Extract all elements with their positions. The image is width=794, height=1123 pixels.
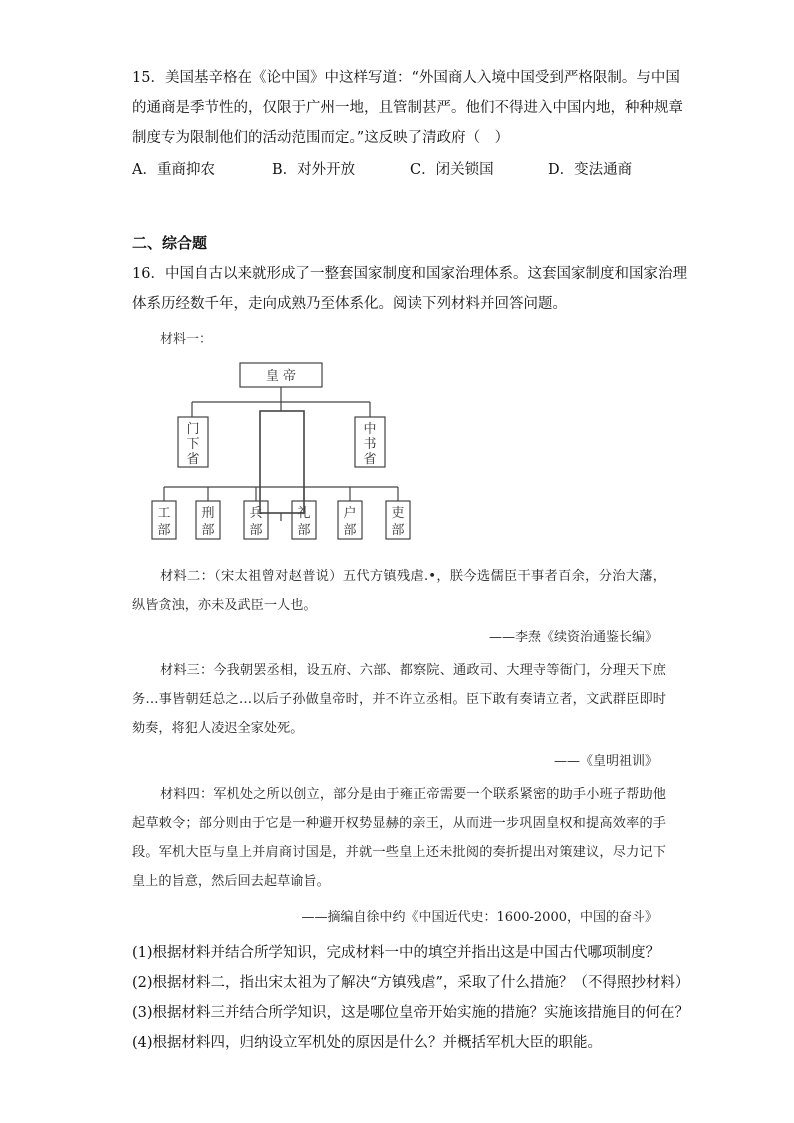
ministry-justice-char-1: 刑 [201,506,215,521]
ministry-rites-char-2: 部 [297,523,311,538]
material1-label: 材料一： [160,332,213,347]
zhongshu-char-1: 中 [363,422,377,437]
q15-option-a[interactable]: A．重商抑农 [132,162,215,178]
q16-question-2: (2)根据材料二，指出宋太祖为了解决“方镇残虐”，采取了什么措施？（不得照抄材料） [132,975,690,991]
q15-stem-line-2: 的通商是季节性的，仅限于广州一地，且管制甚严。他们不得进入中国内地，种种规章 [132,100,683,116]
q16-stem-line-2: 体系历经数千年，走向成熟乃至体系化。阅读下列材料并回答问题。 [132,296,567,312]
material2-text: 材料二：（宋太祖曾对赵普说）五代方镇残虐.•，朕今选儒臣干事者百余，分治大藩，纵皆贪浊，亦未及武臣一人也。 [132,569,666,613]
material3-text: 材料三：今我朝罢丞相，设五府、六部、都察院、通政司、大理寺等衙门，分理天下庶务…事皆朝廷总之…以后子孙做皇帝时，并不许立丞相。臣下敢有奏请立者，文武群臣即时劾奏，将犯人凌迟全家处死。 [132,663,666,736]
material4-source: ——摘编自徐中约《中国近代史：1600-2000，中国的奋斗》 [301,910,658,925]
menxia-char-3: 省 [186,452,200,467]
q15-option-b[interactable]: B．对外开放 [272,162,356,178]
q16-question-3: (3)根据材料三并结合所学知识，这是哪位皇帝开始实施的措施？实施该措施目的何在？ [132,1005,690,1021]
material3 [132,656,666,743]
ministry-war-char-2: 部 [249,523,263,538]
q15-stem-line-1: 15．美国基辛格在《论中国》中这样写道：“外国商人入境中国受到严格限制。与中国 [132,70,680,86]
ministry-war-char-1: 兵 [249,506,263,521]
ministry-works-char-1: 工 [157,506,171,521]
q15-stem-line-3: 制度专为限制他们的活动范围而定。”这反映了清政府（ ） [132,130,510,146]
emperor-label: 皇 帝 [265,369,297,384]
material2 [132,562,666,620]
ministry-personnel-char-1: 吏 [391,506,405,521]
ministry-revenue-char-2: 部 [343,523,357,538]
q16-stem-line-1: 16．中国自古以来就形成了一整套国家制度和国家治理体系。这套国家制度和国家治理 [132,266,687,282]
menxia-char-2: 下 [186,437,200,452]
q16-questions [132,938,689,1058]
material4 [132,780,666,896]
zhongshu-char-3: 省 [363,452,377,467]
q15-option-d[interactable]: D．变法通商 [548,162,633,178]
material4-text: 材料四：军机处之所以创立，部分是由于雍正帝需要一个联系紧密的助手小班子帮助他起草敕令；部分则由于它是一种避开权势显赫的亲王，从而进一步巩固皇权和提高效率的手段。军机大臣与皇上并肩商讨国是，并就一些皇上还未批阅的奏折提出对策建议，尽力记下皇上的旨意，然后回去起草谕旨。 [132,787,666,889]
q16-question-4: (4)根据材料四，归纳设立军机处的原因是什么？并概括军机大臣的职能。 [132,1035,603,1051]
material2-source: ——李焘《续资治通鉴长编》 [488,630,658,645]
ministry-rites-char-1: 礼 [297,506,311,521]
q15-option-c[interactable]: C．闭关锁国 [410,162,494,178]
ministry-justice-char-2: 部 [201,523,215,538]
three-departments-six-ministries-diagram [150,355,430,545]
menxia-char-1: 门 [186,422,200,437]
ministry-works-char-2: 部 [157,523,171,538]
blank-fill-box [260,411,304,513]
section-title: 二、综合题 [132,234,208,252]
ministry-personnel-char-2: 部 [391,523,405,538]
ministry-revenue-char-1: 户 [343,506,357,521]
material3-source: ——《皇明祖训》 [553,754,658,769]
zhongshu-char-2: 书 [363,437,377,452]
q16-question-1: (1)根据材料并结合所学知识，完成材料一中的填空并指出这是中国古代哪项制度？ [132,945,661,961]
